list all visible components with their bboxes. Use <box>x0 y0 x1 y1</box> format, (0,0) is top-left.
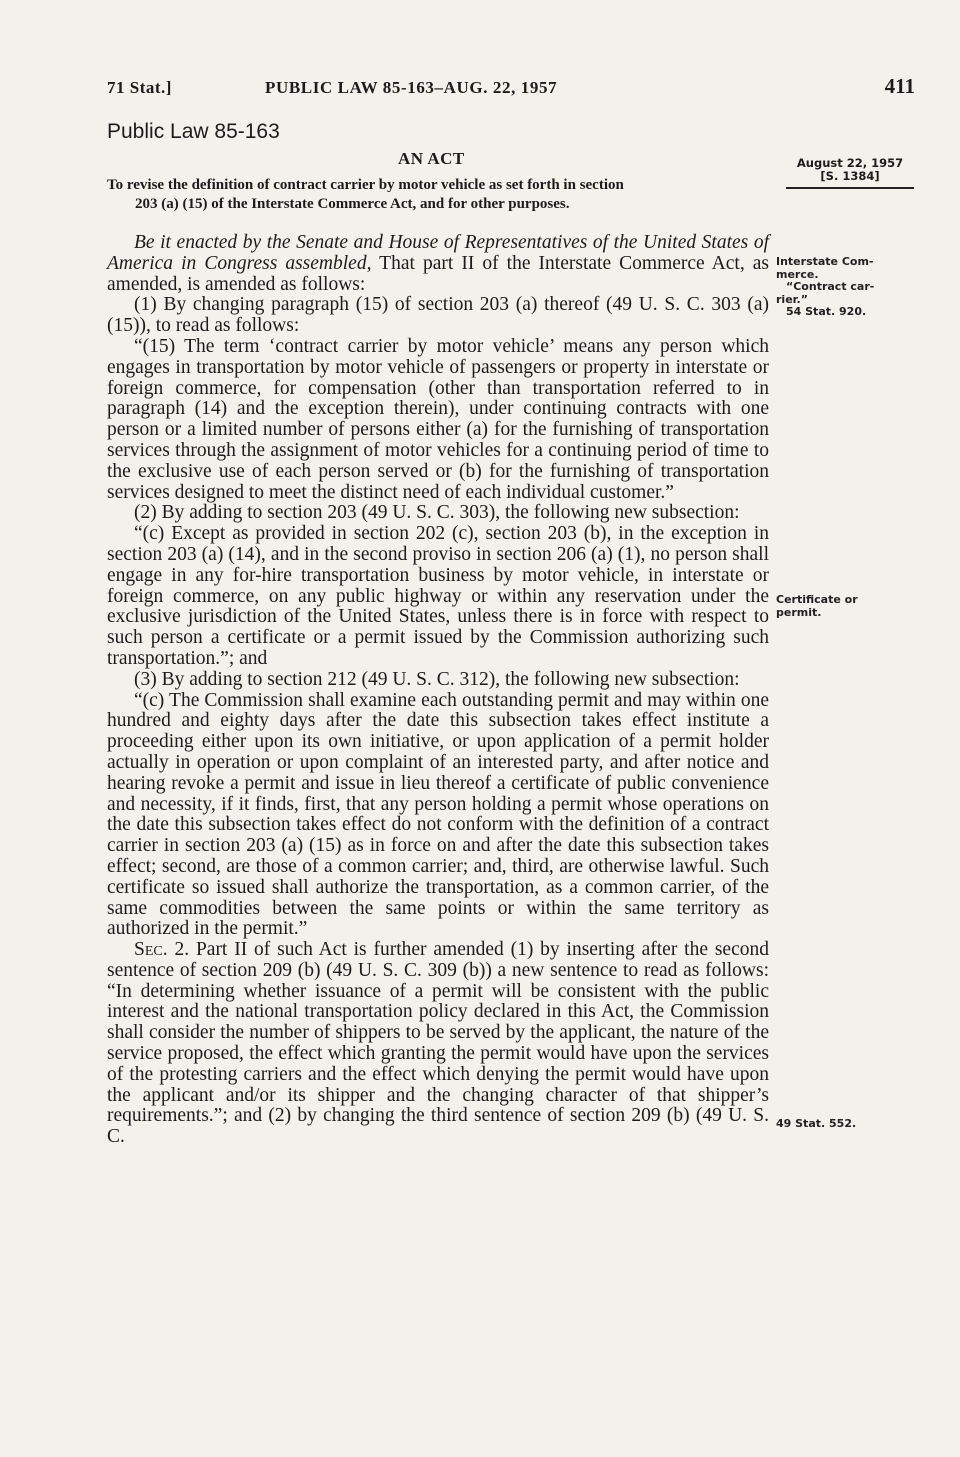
amendment-3-text: “(c) The Commission shall examine each outstanding permit and may within one hundred and eighty days after the date this subsection takes effect institute a proceeding either upon its own initiative, or upon application of a permit holder actually in operation or upon complaint of an interested party, and after notice and hearing revoke a permit and issue in lieu thereof a certificate of public convenience and necessity, if it finds, first, that any person holding a permit whose operations on the date this subsection takes effect do not conform with the definition of a contract carrier in section 203 (a) (15) as in force on and after the date this subsection takes effect; second, are those of a common carrier; and, third, are otherwise lawful. Such certificate so issued shall authorize the transportation, as a common carrier, of the same commodities between the same points or within the same territory as authorized in the permit.” <box>107 689 769 940</box>
bill-number: [S. 1384] <box>820 169 880 183</box>
enacting-formula: Be it enacted by the Senate and House of Representatives of the United States of America in Congress assembled, <box>107 232 769 274</box>
enacting-clause-text: That part II of the Interstate Commerce Act, as amended, is amended as follows: <box>107 252 770 295</box>
enactment-date: August 22, 1957 <box>796 156 904 170</box>
header-title: PUBLIC LAW 85-163–AUG. 22, 1957 <box>265 78 558 97</box>
section-2-text: Part II of such Act is further amended (1) by inserting after the second sentence of section 209 (b) (49 U. S. C. 309 (b)) a new sentence to read as follows: “In determining whether issuance of a permit will be consistent with the public interest and the national transportation policy declared in this Act, the Commission shall consider the number of shippers to be served by the applicant, the nature of the service proposed, the effect which granting the permit would have upon the services of the protesting carriers and the effect which denying the permit would have upon the applicant and/or its shipper and the changing character of that shipper’s requirements.”; and (2) by changing the third sentence of section 209 (b) (49 U. S. C. <box>107 939 769 1148</box>
enactment-date-block <box>786 157 914 189</box>
margin-note-line: “Contract car- <box>786 280 875 293</box>
margin-note-line: 49 Stat. 552. <box>776 1117 857 1130</box>
margin-note-line: merce. <box>776 267 819 281</box>
act-purpose <box>107 176 797 214</box>
amendment-3: (3) By adding to section 212 (49 U. S. C. 312), the following new subsection: <box>134 668 740 690</box>
amendment-1: (1) By changing paragraph (15) of section 203 (a) thereof (49 U. S. C. 303 (a) (15)), to read as follows: <box>107 294 769 337</box>
margin-note-line: permit. <box>776 605 822 619</box>
margin-note-stat <box>776 1118 926 1131</box>
margin-note-line: Interstate Com- <box>776 255 874 268</box>
volume-citation: 71 Stat.] <box>107 78 172 97</box>
purpose-line-2: 203 (a) (15) of the Interstate Commerce Act, and for other purposes. <box>135 196 570 212</box>
section-label: Sec. 2. <box>134 939 190 961</box>
amendment-2-text: “(c) Except as provided in section 202 (c), section 203 (b), in the exception in section 203 (a) (14), and in the second proviso in section 206 (a) (1), no person shall engage in any for-hire transportation business by motor vehicle, in interstate or foreign commerce, on any public highway or within any reservation under the exclusive jurisdiction of the United States, unless there is in force with respect to such person a certificate or a permit issued by the Commission authorizing such transportation.”; and <box>107 523 769 669</box>
margin-note-interstate-commerce <box>776 256 926 319</box>
margin-note-line: rier.” <box>776 292 808 306</box>
act-body <box>107 233 769 1148</box>
margin-note-certificate <box>776 594 926 619</box>
running-header <box>107 74 915 98</box>
margin-note-line: Certificate or <box>776 593 858 606</box>
amendment-1-text: “(15) The term ‘contract carrier by motor vehicle’ means any person which engages in transportation by motor vehicle of passengers or property in interstate or foreign commerce, for compensation (other than transportation referred to in paragraph (14) and the exception therein), under continuing contracts with one person or a limited number of persons either (a) for the furnishing of transportation services through the assignment of motor vehicles for a continuing period of time to the exclusive use of each person served or (b) for the furnishing of transportation services designed to meet the distinct need of each individual customer.” <box>107 335 769 503</box>
act-label: AN ACT <box>398 149 465 168</box>
section-2 <box>107 940 769 1148</box>
page-number: 411 <box>884 74 915 98</box>
margin-note-line: 54 Stat. 920. <box>786 305 867 318</box>
enacting-clause <box>107 233 769 295</box>
amendment-2: (2) By adding to section 203 (49 U. S. C. 303), the following new subsection: <box>134 502 740 524</box>
public-law-title: Public Law 85-163 <box>107 120 280 143</box>
purpose-line-1: To revise the definition of contract carrier by motor vehicle as set forth in section <box>107 177 624 193</box>
